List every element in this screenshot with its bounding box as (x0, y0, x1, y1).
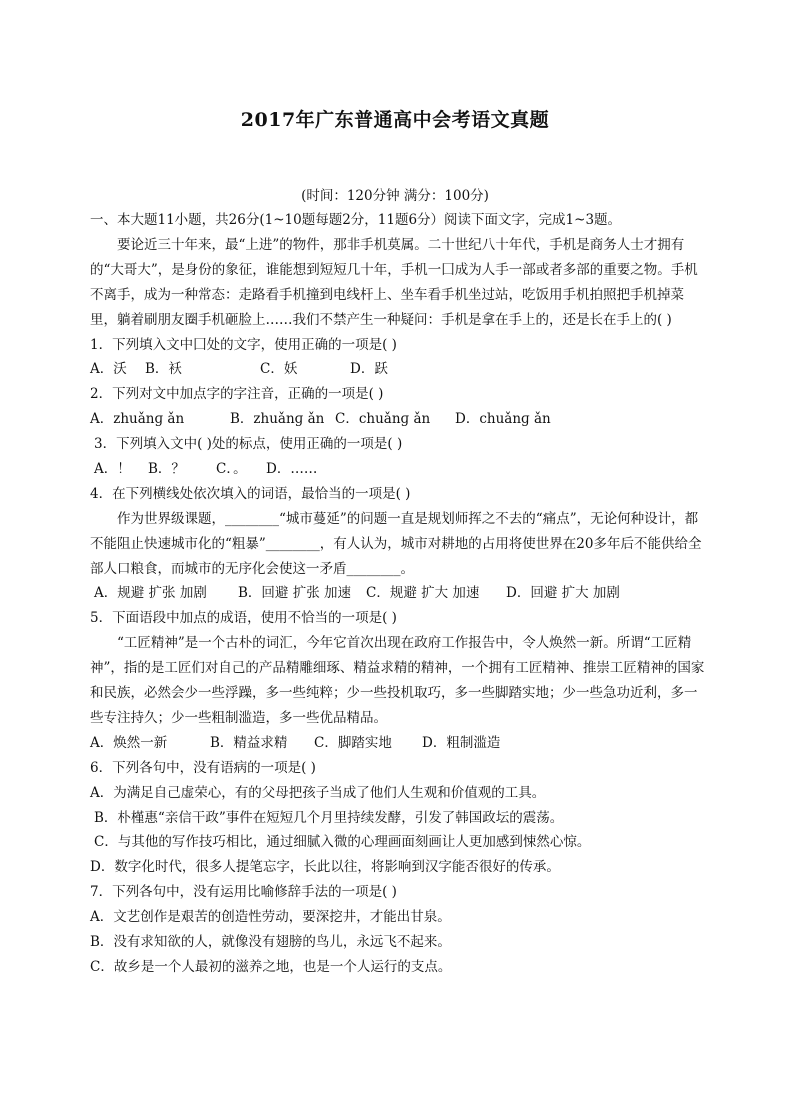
section-heading: 一、本大题11小题，共26分(1~10题每题2分，11题6分）阅读下面文字，完成1~3题。 (90, 212, 622, 228)
q4-option-b: B．回避 扩张 加速 (238, 585, 352, 602)
q4-option-d: D．回避 扩大 加剧 (506, 585, 620, 602)
q1-option-a: A．沃 (90, 361, 127, 378)
q6-option-d: D．数字化时代，很多人提笔忘字，长此以往，将影响到汉字能否很好的传承。 (90, 859, 560, 876)
q3-option-a: A．！ (94, 460, 131, 477)
question-3-stem: 3．下列填入文中( )处的标点，使用正确的一项是( ) (94, 436, 403, 453)
q7-option-b: B．没有求知欲的人，就像没有翅膀的鸟儿，永远飞不起来。 (90, 934, 451, 950)
q2-option-a: A．zhuǎnɡ ǎn (90, 411, 185, 428)
q5-option-c: C．脚踏实地 (314, 734, 392, 751)
q4-option-a: A．规避 扩张 加剧 (94, 585, 207, 602)
q2-option-b: B．zhuǎnɡ ǎn (230, 411, 325, 428)
q3-option-d: D．…… (266, 460, 318, 477)
question-5-stem: 5．下面语段中加点的成语，使用不恰当的一项是( ) (90, 610, 397, 627)
q1-option-b: B．袄 (145, 361, 182, 378)
question-5-options (90, 731, 710, 756)
q6-option-b: B．朴槿惠“亲信干政”事件在短短几个月里持续发酵，引发了韩国政坛的震荡。 (94, 809, 564, 826)
question-6-stem: 6．下列各句中，没有语病的一项是( ) (90, 759, 316, 776)
page-title: 2017年广东普通高中会考语文真题 (240, 109, 550, 131)
exam-body (90, 208, 710, 980)
q5-option-a: A．焕然一新 (90, 734, 168, 751)
q2-option-d: D．chuǎnɡ ǎn (455, 411, 551, 428)
question-3-options (90, 457, 710, 482)
question-5-passage: “工匠精神”是一个古朴的词汇，今年它首次出现在政府工作报告中，令人焕然一新。所谓“工匠精神”，指的是工匠们对自己的产品精雕细琢、精益求精的精神，一个拥有工匠精神、推崇工匠精神的国家和民族，必然会少一些浮躁，多一些纯粹；少一些投机取巧，多一些脚踏实地；少一些急功近利，多一些专注持久；少一些粗制滥造，多一些优品精品。 (90, 635, 705, 726)
q1-option-c: C．妖 (260, 361, 298, 378)
question-2-stem: 2．下列对文中加点字的字注音，正确的一项是( ) (90, 386, 384, 403)
question-4-stem: 4．在下列横线处依次填入的词语，最恰当的一项是( ) (90, 485, 411, 502)
question-4-passage: 作为世界级课题，________“城市蔓延”的问题一直是规划师挥之不去的“痛点”，无论何种设计，都不能阻止快速城市化的“粗暴”________，有人认为，城市对耕地的占用将使世界在20多年后不能供给全部人口粮食，而城市的无序化会使这一矛盾________。 (90, 510, 702, 577)
passage-1: 要论近三十年来，最“上进”的物件，那非手机莫属。二十世纪八十年代，手机是商务人士才拥有的“大哥大”，是身份的象征，谁能想到短短几十年，手机一囗成为人手一部或者多部的重要之物。手机不离手，成为一种常态：走路看手机撞到电线杆上、坐车看手机坐过站，吃饭用手机拍照把手机掉菜里，躺着刷朋友圈手机砸脸上……我们不禁产生一种疑问：手机是拿在手上的，还是长在手上的( ) (90, 236, 698, 328)
question-1-options (90, 357, 710, 382)
q6-option-a: A．为满足自己虚荣心，有的父母把孩子当成了他们人生观和价值观的工具。 (90, 784, 546, 801)
q3-option-c: C．。 (216, 460, 247, 477)
q5-option-d: D．粗制滥造 (422, 734, 501, 751)
q1-option-d: D．跃 (350, 361, 388, 378)
q7-option-c: C．故乡是一个人最初的滋养之地，也是一个人运行的支点。 (90, 958, 452, 975)
q2-option-c: C．chuǎnɡ ǎn (335, 411, 431, 428)
question-7-stem: 7．下列各句中，没有运用比喻修辞手法的一项是( ) (90, 884, 397, 901)
q3-option-b: B．？ (148, 460, 185, 477)
exam-time-score: (时间：120分钟 满分：100分) (301, 188, 489, 204)
question-4-options (90, 581, 710, 606)
q6-option-c: C．与其他的写作技巧相比，通过细腻入微的心理画面刻画让人更加感到悚然心惊。 (94, 834, 591, 851)
q4-option-c: C．规避 扩大 加速 (366, 585, 480, 602)
q5-option-b: B．精益求精 (210, 734, 288, 751)
q7-option-a: A．文艺创作是艰苦的创造性劳动，要深挖井，才能出甘泉。 (90, 909, 451, 926)
question-1-stem: 1．下列填入文中囗处的文字，使用正确的一项是( ) (90, 336, 397, 353)
question-2-options (90, 407, 710, 432)
